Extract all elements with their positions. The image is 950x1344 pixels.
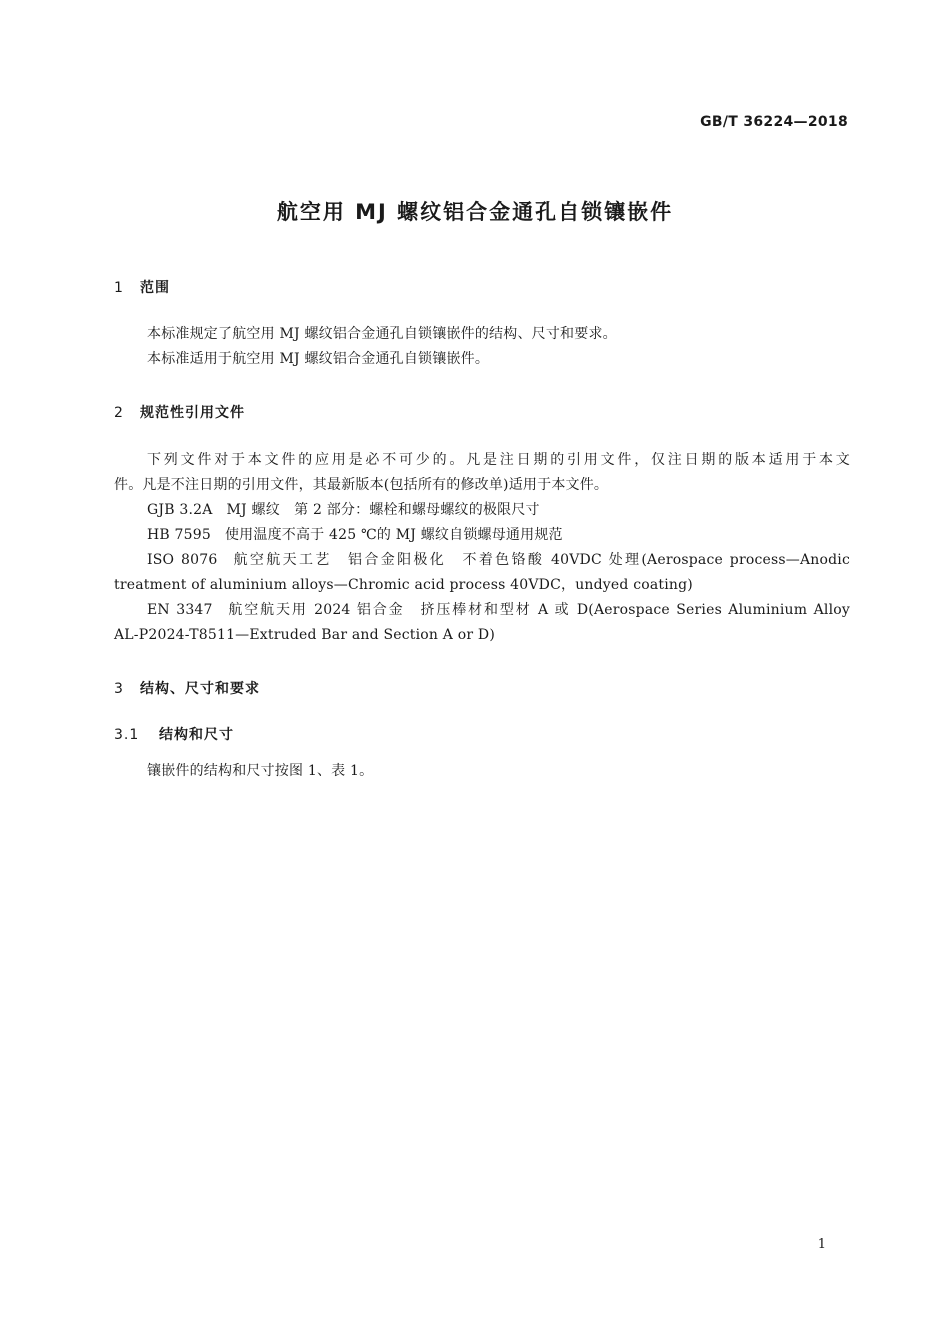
section-title: 规范性引用文件 xyxy=(140,405,245,421)
paragraph: 本标准适用于航空用 MJ 螺纹铝合金通孔自锁镶嵌件。 xyxy=(147,351,490,367)
reference-title-continued: treatment of aluminium alloys—Chromic acid process 40VDC，undyed coating) xyxy=(114,577,693,593)
reference-item xyxy=(114,548,850,573)
section-3-heading xyxy=(114,678,260,698)
reference-item xyxy=(114,598,850,623)
section-title: 范围 xyxy=(140,280,170,296)
reference-title: MJ 螺纹 第 2 部分：螺栓和螺母螺纹的极限尺寸 xyxy=(226,502,540,518)
subsection-number: 3.1 xyxy=(114,727,140,743)
references-text xyxy=(114,448,850,648)
page-number: 1 xyxy=(817,1237,826,1252)
reference-title-continued: AL-P2024-T8511—Extruded Bar and Section A or D) xyxy=(114,627,495,643)
section-2-heading xyxy=(114,402,245,422)
reference-code: ISO 8076 xyxy=(147,552,218,568)
reference-item xyxy=(114,523,850,548)
paragraph: 镶嵌件的结构和尺寸按图 1、表 1。 xyxy=(147,763,374,779)
section-number: 1 xyxy=(114,280,124,296)
section-number: 3 xyxy=(114,681,124,697)
reference-code: EN 3347 xyxy=(147,602,213,618)
reference-item xyxy=(114,498,850,523)
reference-title: 使用温度不高于 425 ℃的 MJ 螺纹自锁螺母通用规范 xyxy=(224,527,563,543)
structure-text xyxy=(114,759,850,784)
paragraph: 下列文件对于本文件的应用是必不可少的。凡是注日期的引用文件，仅注日期的版本适用于本文 xyxy=(147,452,850,468)
subsection-title: 结构和尺寸 xyxy=(159,727,234,743)
subsection-3-1-heading xyxy=(114,724,234,744)
section-number: 2 xyxy=(114,405,124,421)
scope-text xyxy=(114,322,850,372)
reference-code: HB 7595 xyxy=(147,527,211,543)
section-title: 结构、尺寸和要求 xyxy=(140,681,260,697)
paragraph: 件。凡是不注日期的引用文件，其最新版本(包括所有的修改单)适用于本文件。 xyxy=(114,477,609,493)
section-1-heading xyxy=(114,277,170,297)
reference-title: 航空航天工艺 铝合金阳极化 不着色铬酸 40VDC 处理(Aerospace process—Anodic xyxy=(231,552,851,568)
reference-title: 航空航天用 2024 铝合金 挤压棒材和型材 A 或 D(Aerospace Series Aluminium Alloy xyxy=(226,602,850,618)
standard-number: GB/T 36224—2018 xyxy=(700,114,848,130)
paragraph: 本标准规定了航空用 MJ 螺纹铝合金通孔自锁镶嵌件的结构、尺寸和要求。 xyxy=(147,326,617,342)
reference-code: GJB 3.2A xyxy=(147,502,213,518)
document-title: 航空用 MJ 螺纹铝合金通孔自锁镶嵌件 xyxy=(276,200,674,224)
